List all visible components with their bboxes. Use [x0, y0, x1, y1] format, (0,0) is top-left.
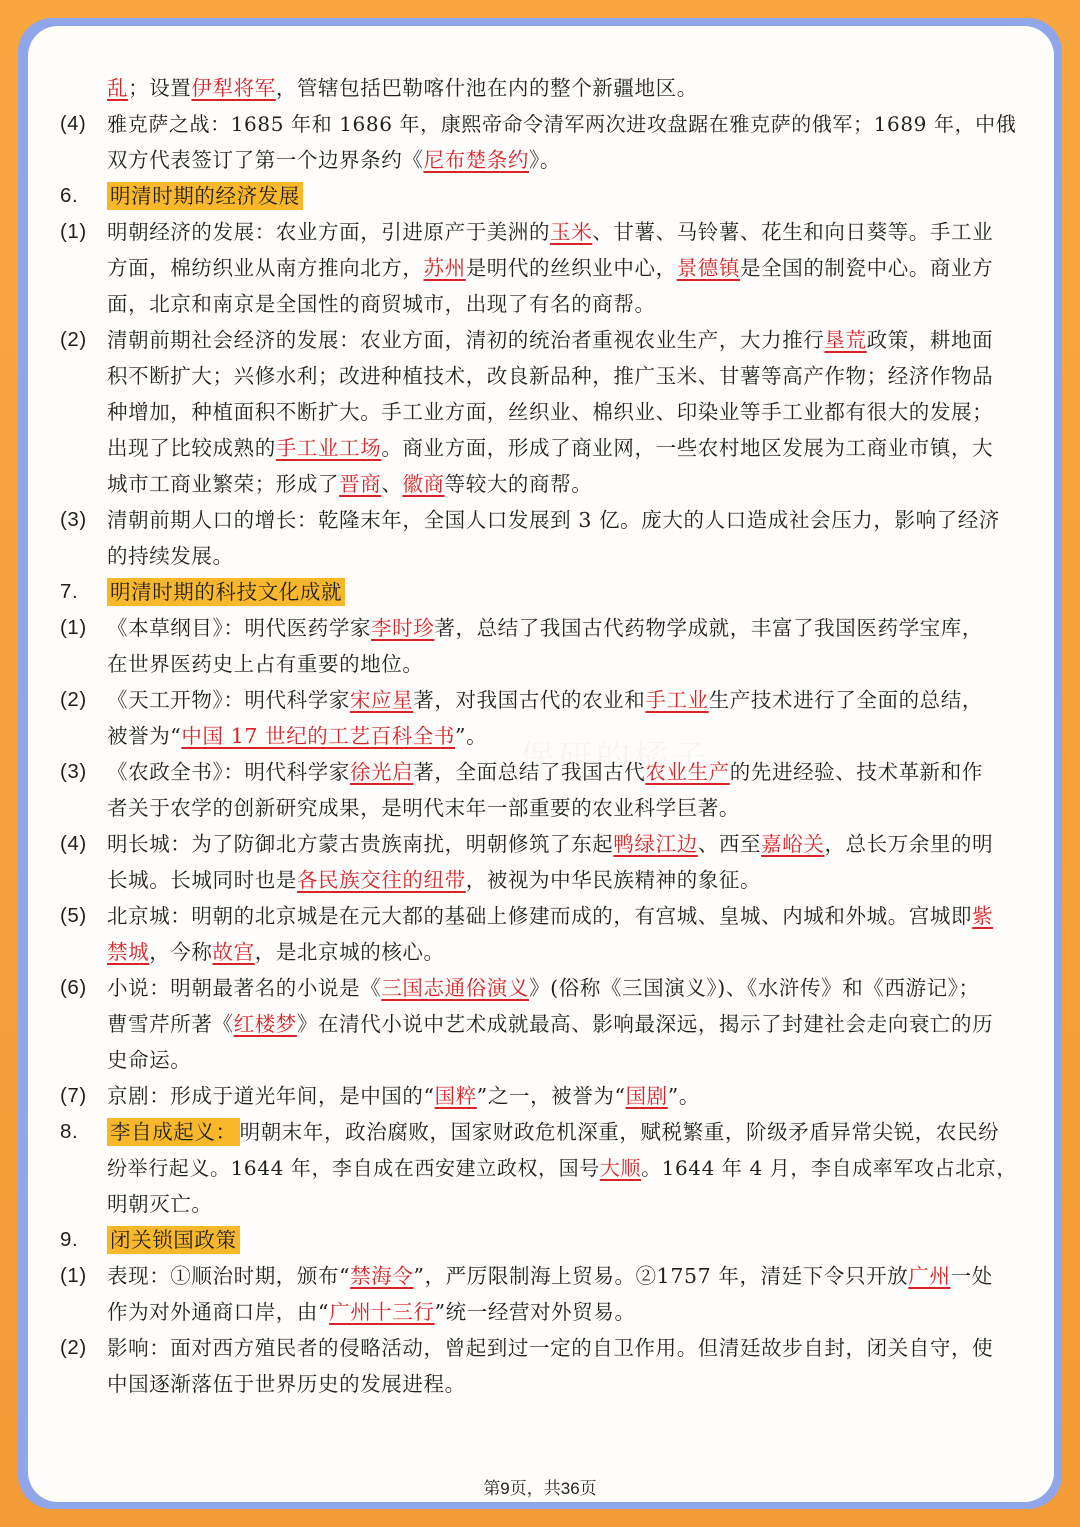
keyword: 紫 — [972, 904, 994, 928]
text-line: 的持续发展。 — [107, 544, 234, 568]
keyword: 徽商 — [402, 472, 445, 496]
text-line: 禁城，今称故宫，是北京城的核心。 — [107, 940, 445, 964]
keyword: 故宫 — [212, 940, 255, 964]
list-item: (3) 清朝前期人口的增长：乾隆末年，全国人口发展到 3 亿。庞大的人口造成社会压力，影响了经济 — [60, 508, 1000, 532]
keyword: 红楼梦 — [233, 1012, 297, 1036]
section-number: 6. — [60, 184, 79, 207]
keyword: 苏州 — [423, 256, 466, 280]
section-title: 明清时期的经济发展 — [107, 182, 303, 210]
keyword: 嘉峪关 — [761, 832, 825, 856]
item-number: (4) — [60, 113, 87, 135]
keyword: 尼布楚条约 — [423, 148, 529, 172]
text-line: 城市工商业繁荣；形成了晋商、徽商等较大的商帮。 — [107, 472, 593, 496]
text-line: 双方代表签订了第一个边界条约《尼布楚条约》。 — [107, 148, 561, 172]
list-item: (6) 小说：明朝最著名的小说是《三国志通俗演义》(俗称《三国演义》)、《水浒传》和《西游记》； — [60, 976, 980, 1000]
text-line: 乱；设置伊犁将军，管辖包括巴勒喀什池在内的整个新疆地区。 — [107, 76, 698, 100]
list-item: (2) 《天工开物》：明代科学家宋应星著，对我国古代的农业和手工业生产技术进行了全面的总结， — [60, 688, 983, 712]
keyword: 农业生产 — [645, 760, 730, 784]
list-item: (1) 明朝经济的发展：农业方面，引进原产于美洲的玉米、甘薯、马铃薯、花生和向日葵等。手工业 — [60, 220, 994, 244]
text-line: 出现了比较成熟的手工业工场。商业方面，形成了商业网，一些农村地区发展为工商业市镇，大 — [107, 436, 994, 460]
section-title: 李自成起义： — [107, 1118, 240, 1146]
keyword: 玉米 — [550, 220, 593, 244]
keyword: 广州十三行 — [329, 1300, 435, 1324]
section-title: 明清时期的科技文化成就 — [107, 578, 345, 606]
text-line: 面，北京和南京是全国性的商贸城市，出现了有名的商帮。 — [107, 292, 656, 316]
keyword: 鸭绿江边 — [613, 832, 698, 856]
list-item: (1) 《本草纲目》：明代医药学家李时珍著，总结了我国古代药物学成就，丰富了我国医药学宝库， — [60, 616, 983, 640]
section-heading — [60, 1222, 1020, 1258]
keyword: 徐光启 — [349, 760, 414, 784]
text-line: 种增加，种植面积不断扩大。手工业方面，丝织业、棉织业、印染业等手工业都有很大的发展； — [107, 400, 994, 424]
list-item: (4) 雅克萨之战：1685 年和 1686 年，康熙帝命令清军两次进攻盘踞在雅克萨的俄军；1689 年，中俄 — [60, 106, 1020, 142]
text-line: 明朝灭亡。 — [107, 1192, 213, 1216]
text-line: 被誉为“中国 17 世纪的工艺百科全书”。 — [107, 724, 488, 748]
list-item: (4) 明长城：为了防御北方蒙古贵族南扰，明朝修筑了东起鸭绿江边、西至嘉峪关，总长万余里的明 — [60, 832, 994, 856]
keyword: 大顺 — [599, 1156, 642, 1180]
text-line: 者关于农学的创新研究成果，是明代末年一部重要的农业科学巨著。 — [107, 796, 740, 820]
keyword: 手工业工场 — [275, 436, 382, 460]
page-footer: 第9页，共36页 — [483, 1479, 597, 1498]
section-title: 闭关锁国政策 — [107, 1226, 240, 1254]
keyword: 伊犁将军 — [191, 76, 276, 100]
text-line: 在世界医药史上占有重要的地位。 — [107, 652, 424, 676]
keyword: 晋商 — [339, 472, 382, 496]
text-line: 长城。长城同时也是各民族交往的纽带，被视为中华民族精神的象征。 — [107, 868, 762, 892]
keyword: 乱 — [107, 76, 129, 100]
text-line: 史命运。 — [107, 1048, 192, 1072]
keyword: 手工业 — [645, 688, 709, 712]
keyword: 广州 — [908, 1264, 951, 1288]
section-heading — [60, 178, 1020, 214]
text-line: 积不断扩大；兴修水利；改进种植技术，改良新品种，推广玉米、甘薯等高产作物；经济作物品 — [107, 364, 994, 388]
keyword: 景德镇 — [676, 256, 741, 280]
list-item: (3) 《农政全书》：明代科学家徐光启著，全面总结了我国古代农业生产的先进经验、技术革新和作 — [60, 760, 983, 784]
text-line: 方面，棉纺织业从南方推向北方，苏州是明代的丝织业中心，景德镇是全国的制瓷中心。商业方 — [107, 256, 994, 280]
text-line: 纷举行起义。1644 年，李自成在西安建立政权，国号大顺。1644 年 4 月，李自成率军攻占北京， — [107, 1156, 1017, 1180]
section-number: 9. — [60, 1228, 79, 1251]
text-line: 曹雪芹所著《红楼梦》在清代小说中艺术成就最高、影响最深远，揭示了封建社会走向衰亡的历 — [107, 1012, 994, 1036]
keyword: 禁海令 — [350, 1264, 414, 1288]
keyword: 国粹 — [434, 1084, 477, 1108]
keyword: 禁城 — [107, 940, 150, 964]
list-item: (7) 京剧：形成于道光年间，是中国的“国粹”之一，被誉为“国剧”。 — [60, 1084, 700, 1108]
list-item: (5) 北京城：明朝的北京城是在元大都的基础上修建而成的，有宫城、皇城、内城和外城。宫城即紫 — [60, 904, 994, 928]
keyword: 垦荒 — [824, 328, 867, 352]
section-number: 7. — [60, 580, 79, 603]
keyword: 宋应星 — [349, 688, 414, 712]
keyword: 李时珍 — [371, 616, 435, 640]
section-heading — [60, 574, 1020, 610]
list-item: (2) 清朝前期社会经济的发展：农业方面，清初的统治者重视农业生产，大力推行垦荒政策，耕地面 — [60, 328, 994, 352]
text-line: 作为对外通商口岸，由“广州十三行”统一经营对外贸易。 — [107, 1300, 636, 1324]
keyword: 中国 17 世纪的工艺百科全书 — [181, 724, 456, 748]
list-item: (2) 影响：面对西方殖民者的侵略活动，曾起到过一定的自卫作用。但清廷故步自封，闭关自守，使 — [60, 1336, 994, 1360]
text-line: 中国逐渐落伍于世界历史的发展进程。 — [107, 1372, 466, 1396]
keyword: 国剧 — [625, 1084, 668, 1108]
page-content — [60, 70, 1020, 1402]
section-number: 8. — [60, 1120, 79, 1143]
list-item: (1) 表现：①顺治时期，颁布“禁海令”，严厉限制海上贸易。②1757 年，清廷下令只开放广州一处 — [60, 1264, 993, 1288]
section-heading: 8. 李自成起义： 明朝末年，政治腐败，国家财政危机深重，赋税繁重，阶级矛盾异常尖锐，农民纷 — [60, 1114, 1020, 1150]
keyword: 三国志通俗演义 — [381, 976, 530, 1000]
keyword: 各民族交往的纽带 — [296, 868, 466, 892]
